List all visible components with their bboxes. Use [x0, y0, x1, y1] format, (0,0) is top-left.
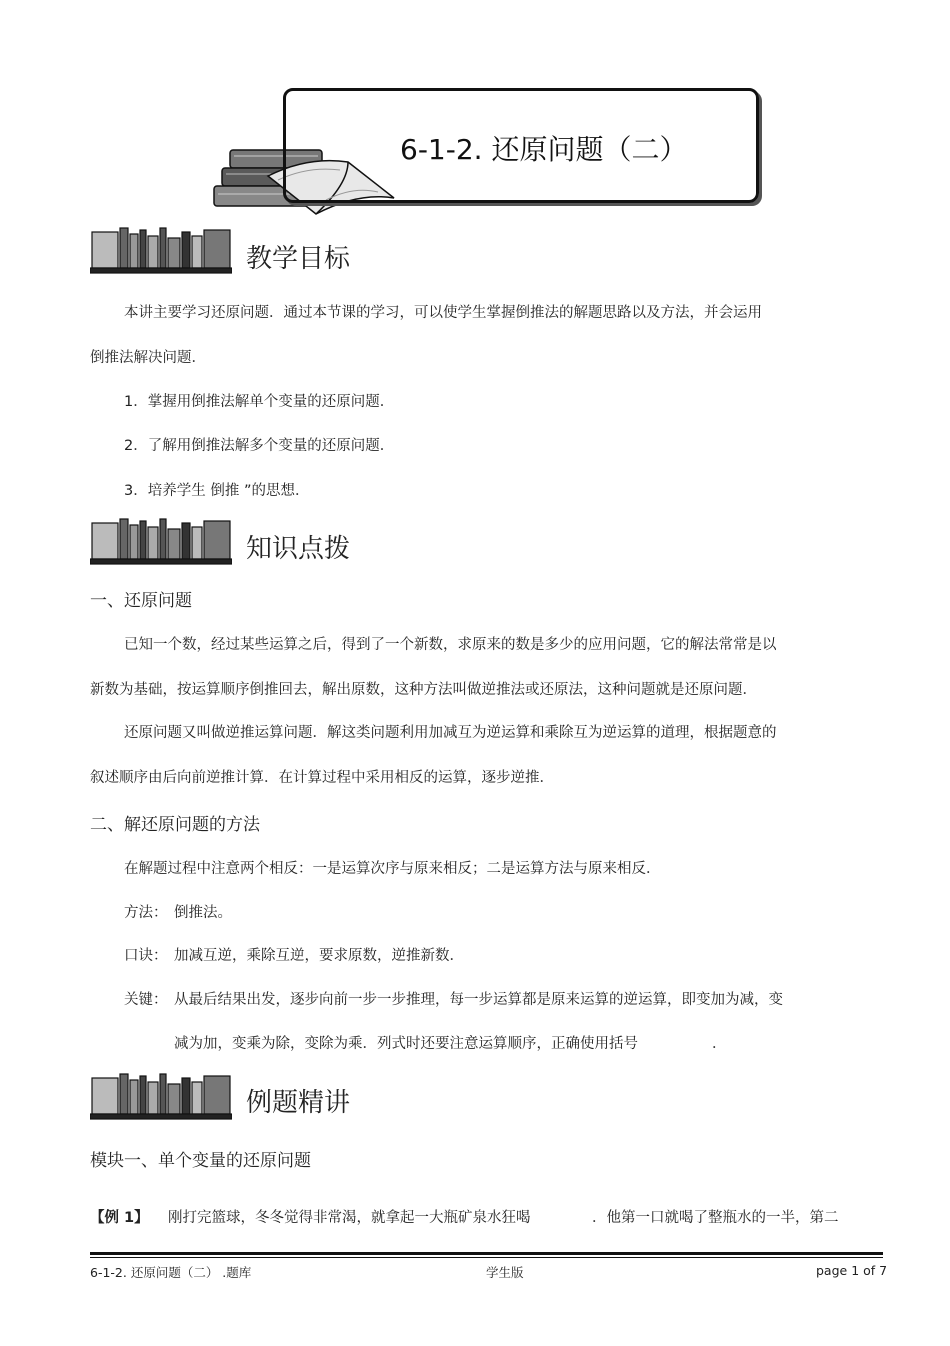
- section-title-goals: 教学目标: [246, 244, 351, 274]
- goals-intro-line1: 本讲主要学习还原问题．通过本节课的学习，可以使学生掌握倒推法的解题思路以及方法，并会运用: [124, 305, 762, 321]
- section-title-knowledge: 知识点拨: [246, 534, 351, 564]
- method-label: 方法：: [124, 905, 168, 921]
- example-text-part1: 刚打完篮球，冬冬觉得非常渴，就拿起一大瓶矿泉水狂喝: [168, 1210, 531, 1226]
- key-text-line1: 从最后结果出发，逐步向前一步一步推理，每一步运算都是原来运算的逆运算，即变加为减，变: [174, 992, 783, 1008]
- mnemonic-text: 加减互逆，乘除互逆，要求原数，逆推新数．: [174, 948, 464, 964]
- goal-item-3: 3．培养学生 倒推 ”的思想．: [124, 483, 310, 499]
- footer-left: 6-1-2. 还原问题（二） .题库: [90, 1265, 252, 1280]
- example-text-part2: ．他第一口就喝了整瓶水的一半，第二: [592, 1210, 839, 1226]
- bookshelf-icon: [90, 1070, 232, 1120]
- footer-center: 学生版: [486, 1265, 524, 1280]
- bookshelf-icon: [90, 224, 232, 274]
- knowledge-p1-line1: 已知一个数，经过某些运算之后，得到了一个新数，求原来的数是多少的应用问题，它的解法常常是以: [124, 637, 777, 653]
- bookshelf-icon: [90, 515, 232, 565]
- key-label: 关键：: [124, 992, 168, 1008]
- knowledge-heading-2: 二、解还原问题的方法: [90, 815, 260, 835]
- goal-item-2: 2．了解用倒推法解多个变量的还原问题．: [124, 438, 395, 454]
- knowledge-p2-line2: 叙述顺序由后向前逆推计算．在计算过程中采用相反的运算，逐步逆推．: [90, 770, 554, 786]
- footer-rule-thick: [90, 1252, 883, 1255]
- knowledge-heading-1: 一、还原问题: [90, 591, 192, 611]
- method-line-1: 在解题过程中注意两个相反：一是运算次序与原来相反；二是运算方法与原来相反．: [124, 861, 661, 877]
- method-text: 倒推法。: [174, 905, 232, 921]
- footer-page-number: page 1 of 7: [816, 1263, 888, 1278]
- goal-item-1: 1．掌握用倒推法解单个变量的还原问题．: [124, 394, 395, 410]
- section-title-examples: 例题精讲: [246, 1088, 351, 1118]
- mnemonic-label: 口诀：: [124, 948, 168, 964]
- knowledge-p1-line2: 新数为基础，按运算顺序倒推回去，解出原数，这种方法叫做逆推法或还原法，这种问题就是还原问题．: [90, 682, 757, 698]
- key-text-line2: 减为加，变乘为除，变除为乘．列式时还要注意运算顺序，正确使用括号: [174, 1036, 638, 1052]
- goals-intro-line2: 倒推法解决问题．: [90, 350, 206, 366]
- example-label: 【例 1】: [90, 1210, 149, 1226]
- key-text-end: ．: [712, 1036, 727, 1052]
- page-title: 6-1-2. 还原问题（二）: [400, 133, 688, 166]
- footer-rule-thin: [90, 1257, 883, 1258]
- module-heading-1: 模块一、单个变量的还原问题: [90, 1151, 311, 1171]
- knowledge-p2-line1: 还原问题又叫做逆推运算问题．解这类问题利用加减互为逆运算和乘除互为逆运算的道理，根据题意的: [124, 725, 777, 741]
